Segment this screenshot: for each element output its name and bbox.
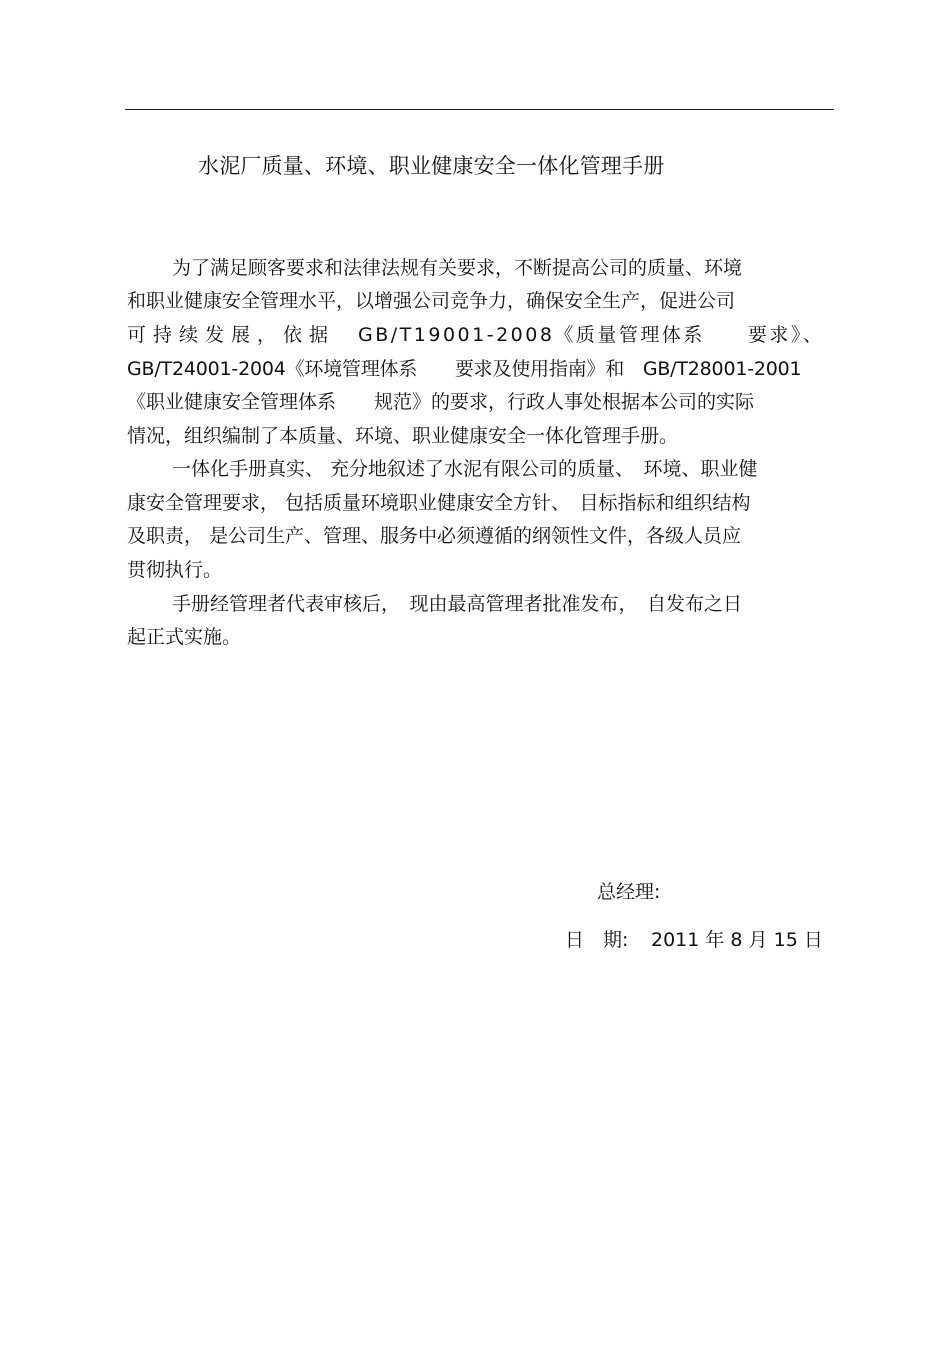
- paragraph-line: 及职责， 是公司生产、管理、服务中必须遵循的纲领性文件，各级人员应: [127, 525, 742, 547]
- paragraph-line: GB/T24001-2004《环境管理体系 要求及使用指南》和 GB/T28001-2001: [127, 358, 802, 380]
- paragraph-line: GB/T19001-2008《质量管理体系 要求》、: [358, 324, 825, 346]
- date-value: 2011 年 8 月 15 日: [651, 929, 823, 951]
- paragraph-line: 起正式实施。: [127, 626, 242, 648]
- paragraph-line: 《职业健康安全管理体系 规范》的要求，行政人事处根据本公司的实际: [127, 391, 755, 413]
- date-label: 日 期:: [565, 929, 629, 951]
- header-rule: [125, 109, 834, 110]
- paragraph-line: 手册经管理者代表审核后， 现由最高管理者批准发布， 自发布之日: [172, 593, 743, 615]
- paragraph-line: 贯彻执行。: [127, 559, 223, 581]
- manager-label: 总经理:: [597, 881, 661, 903]
- paragraph-line: 和职业健康安全管理水平，以增强公司竞争力，确保安全生产，促进公司: [127, 290, 736, 312]
- paragraph-line: 康安全管理要求， 包括质量环境职业健康安全方针、 目标指标和组织结构: [127, 492, 751, 514]
- paragraph-line: 情况，组织编制了本质量、环境、职业健康安全一体化管理手册。: [127, 425, 679, 447]
- paragraph-line: 一体化手册真实、 充分地叙述了水泥有限公司的质量、 环境、职业健: [172, 458, 758, 480]
- document-title: 水泥厂质量、环境、职业健康安全一体化管理手册: [198, 154, 665, 178]
- paragraph-line: 可持续发展，依据: [127, 324, 336, 346]
- paragraph-line: 为了满足顾客要求和法律法规有关要求，不断提高公司的质量、环境: [172, 257, 743, 279]
